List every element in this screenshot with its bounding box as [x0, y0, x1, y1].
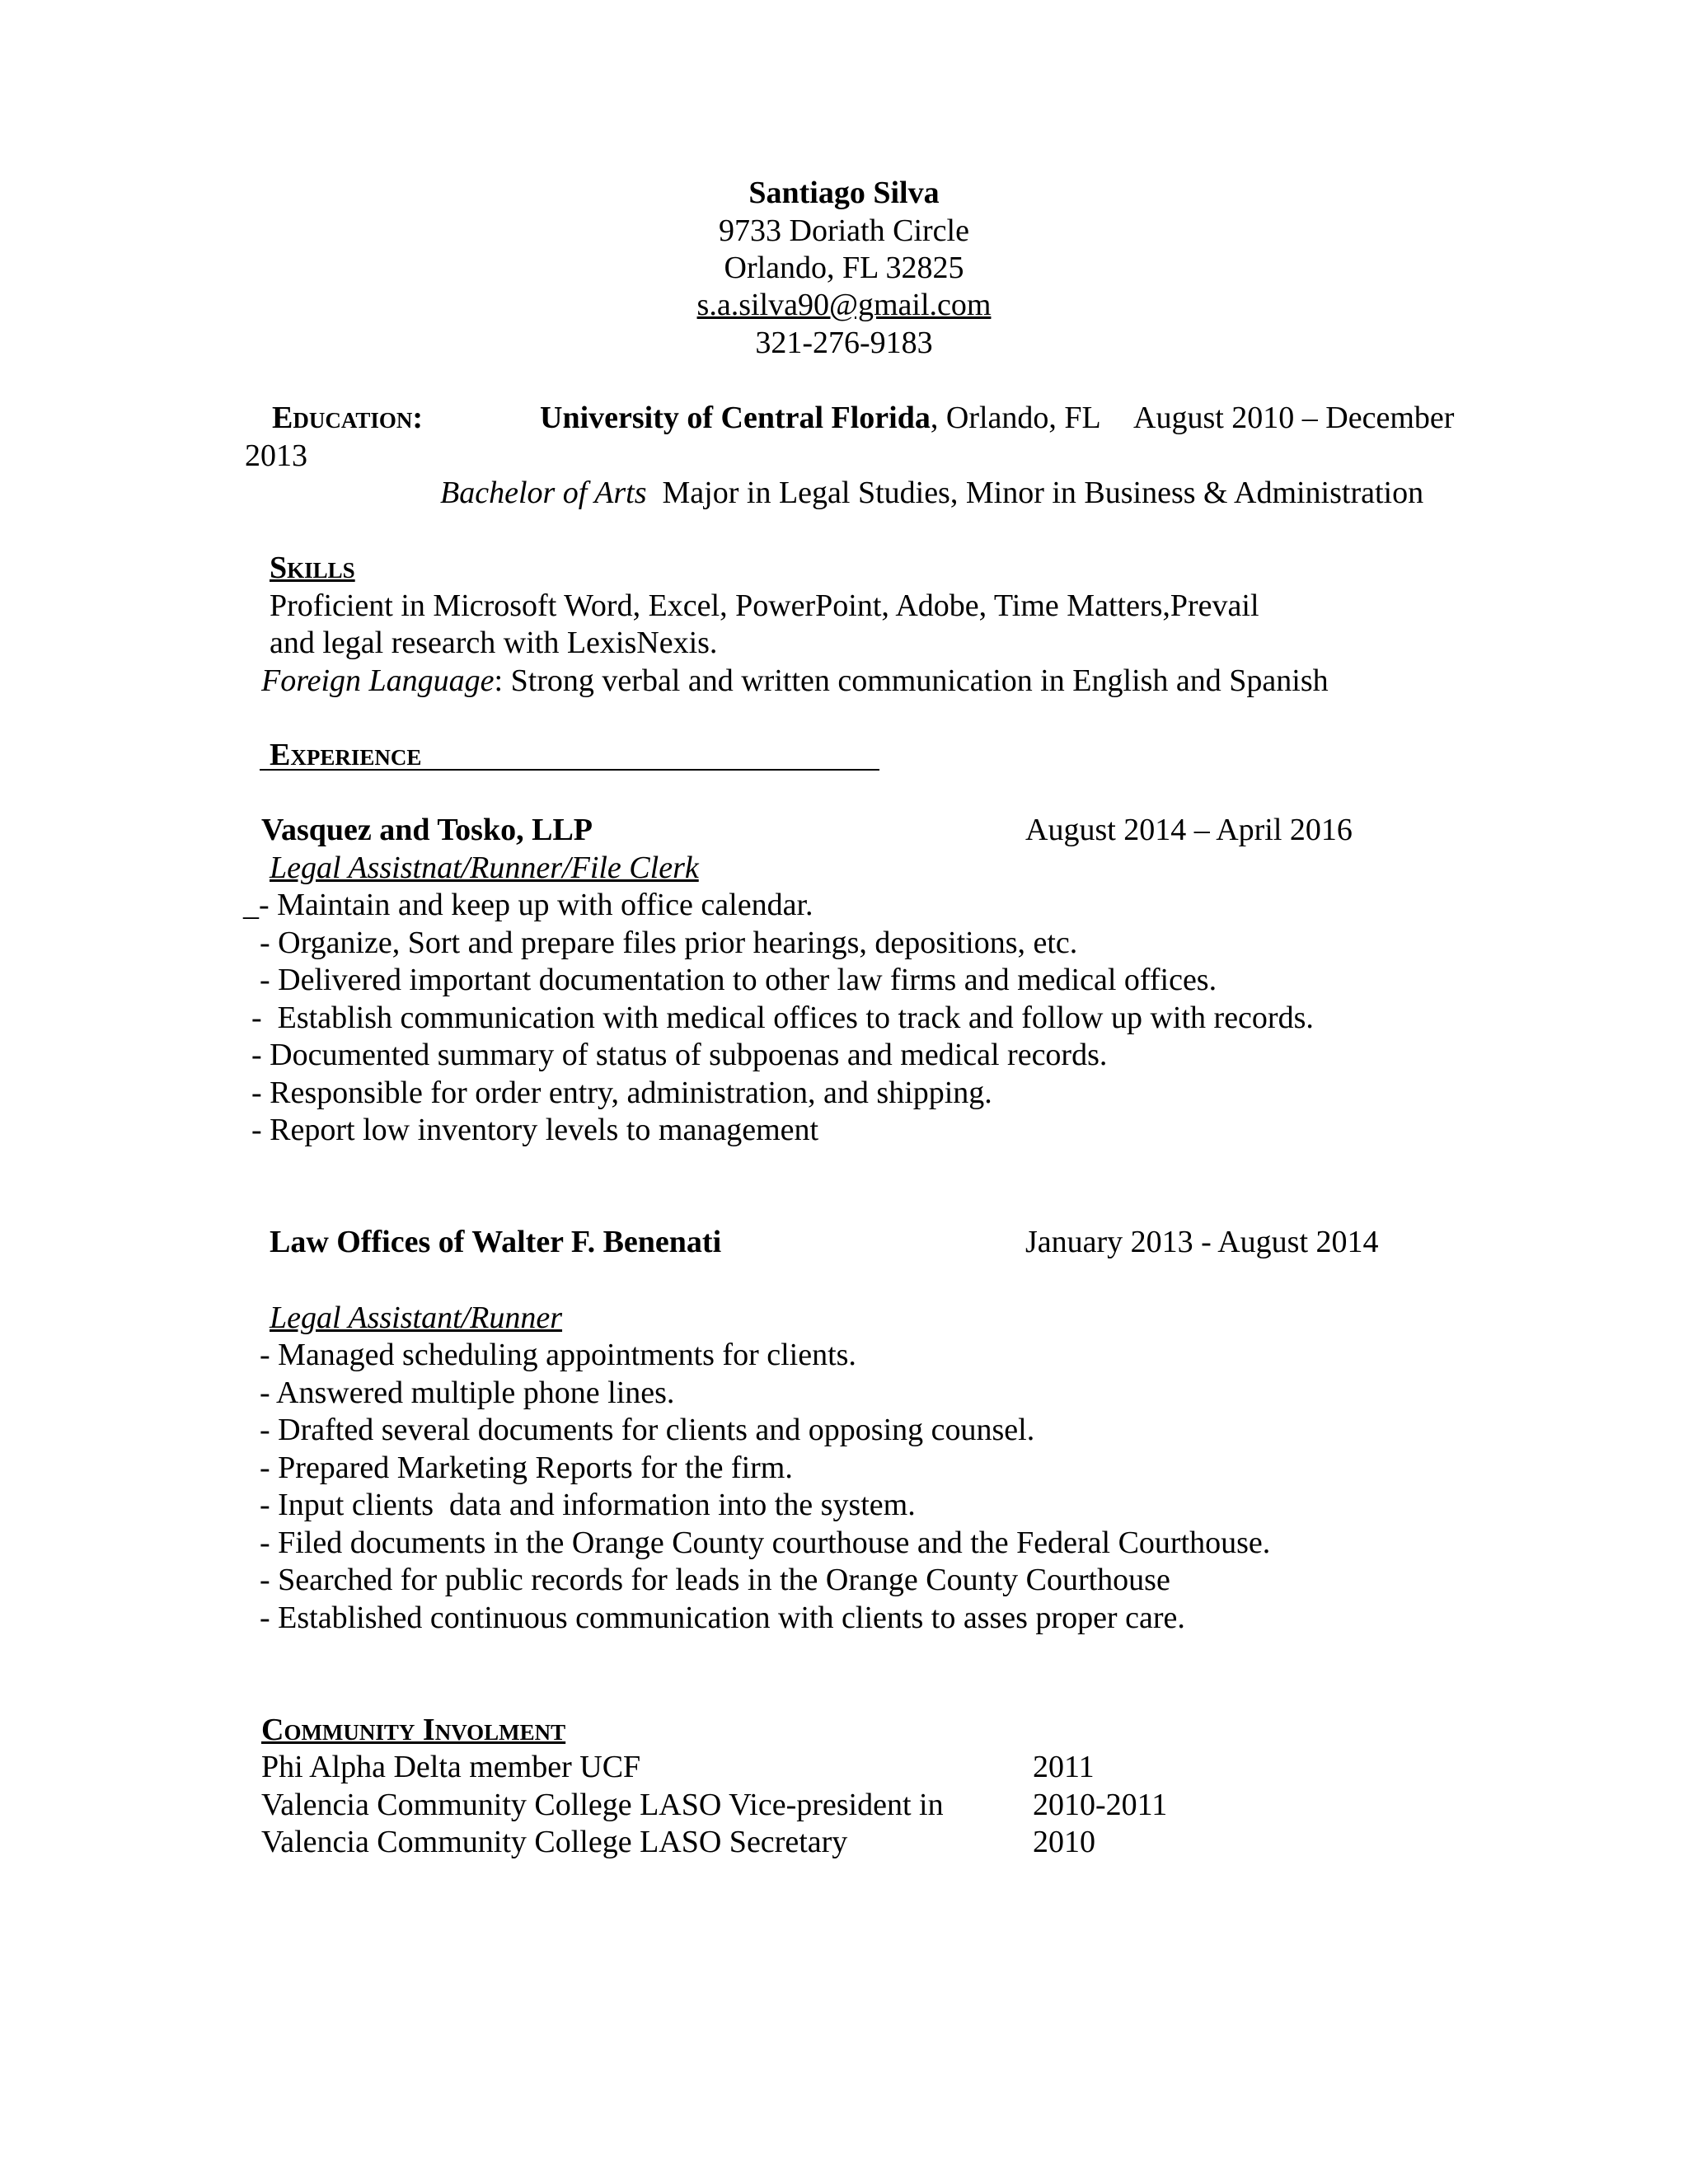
community-item-3-year: 2010 — [1033, 1825, 1095, 1859]
education-dates-start: August 2010 – December — [1133, 401, 1455, 435]
job-1-bullet-7: - Report low inventory levels to management — [251, 1113, 819, 1147]
applicant-name: Santiago Silva — [748, 176, 940, 210]
street-address: 9733 Doriath Circle — [719, 213, 969, 248]
community-heading: Community Involment — [261, 1713, 566, 1747]
education-school-line — [540, 399, 1101, 437]
job-1-bullet-5: - Documented summary of status of subpoenas and medical records. — [251, 1038, 1108, 1072]
skills-line-1: Proficient in Microsoft Word, Excel, PowerPoint, Adobe, Time Matters,Prevail — [270, 588, 1259, 623]
job-2-bullet-8: - Established continuous communication with clients to asses proper care. — [260, 1601, 1185, 1635]
job-2-bullet-1: - Managed scheduling appointments for clients. — [260, 1338, 856, 1372]
job-2-dates: January 2013 - August 2014 — [1025, 1225, 1379, 1259]
job-2-bullet-3: - Drafted several documents for clients and opposing counsel. — [260, 1413, 1035, 1447]
foreign-language-line — [261, 662, 1329, 700]
skills-heading: Skills — [270, 551, 355, 585]
job-2-title: Legal Assistant/Runner — [270, 1301, 563, 1335]
job-1-bullet-6: - Responsible for order entry, administration, and shipping. — [251, 1076, 992, 1110]
job-2-company: Law Offices of Walter F. Benenati — [270, 1225, 722, 1259]
job-1-company: Vasquez and Tosko, LLP — [261, 813, 593, 847]
school-location: , Orlando, FL — [930, 401, 1101, 435]
email-link[interactable]: s.a.silva90@gmail.com — [696, 288, 992, 322]
community-item-1-name: Phi Alpha Delta member UCF — [261, 1750, 641, 1784]
email-line — [0, 286, 1688, 324]
community-item-2-year: 2010-2011 — [1033, 1788, 1168, 1822]
job-2-bullet-2: - Answered multiple phone lines. — [260, 1376, 675, 1410]
job-1-bullet-2: - Organize, Sort and prepare files prior hearings, depositions, etc. — [260, 926, 1078, 960]
job-1-bullet-3: - Delivered important documentation to other law firms and medical offices. — [260, 963, 1217, 997]
education-heading: Education: — [272, 401, 424, 435]
job-2-bullet-7: - Searched for public records for leads in the Orange County Courthouse — [260, 1563, 1170, 1597]
job-1-title: Legal Assistnat/Runner/File Clerk — [270, 851, 699, 885]
job-2-bullet-6: - Filed documents in the Orange County courthouse and the Federal Courthouse. — [260, 1526, 1271, 1560]
phone-number: 321-276-9183 — [755, 326, 933, 360]
school-name: University of Central Florida — [540, 401, 931, 435]
education-dates-end: 2013 — [245, 438, 307, 473]
job-2-bullet-5: - Input clients data and information into the system. — [260, 1488, 916, 1522]
job-1-bullet-4: - Establish communication with medical offices to track and follow up with records. — [251, 1001, 1314, 1035]
community-item-1-year: 2011 — [1033, 1750, 1095, 1784]
job-1-dates: August 2014 – April 2016 — [1025, 813, 1353, 847]
skills-line-2: and legal research with LexisNexis. — [270, 626, 718, 660]
job-2-bullet-4: - Prepared Marketing Reports for the firm. — [260, 1451, 793, 1485]
foreign-language-label: Foreign Language — [261, 663, 495, 698]
experience-heading-rule — [260, 769, 879, 771]
degree-line — [440, 474, 1423, 512]
degree-major: Major in Legal Studies, Minor in Business & Administration — [662, 476, 1424, 510]
experience-heading: Experience — [270, 738, 422, 772]
degree-name: Bachelor of Arts — [440, 476, 647, 510]
community-item-2-name: Valencia Community College LASO Vice-president in — [261, 1788, 944, 1822]
city-state-zip: Orlando, FL 32825 — [724, 251, 964, 285]
foreign-language-text: : Strong verbal and written communication in English and Spanish — [494, 663, 1329, 698]
community-item-3-name: Valencia Community College LASO Secretary — [261, 1825, 848, 1859]
job-1-bullet-1: _- Maintain and keep up with office calendar. — [243, 888, 814, 922]
